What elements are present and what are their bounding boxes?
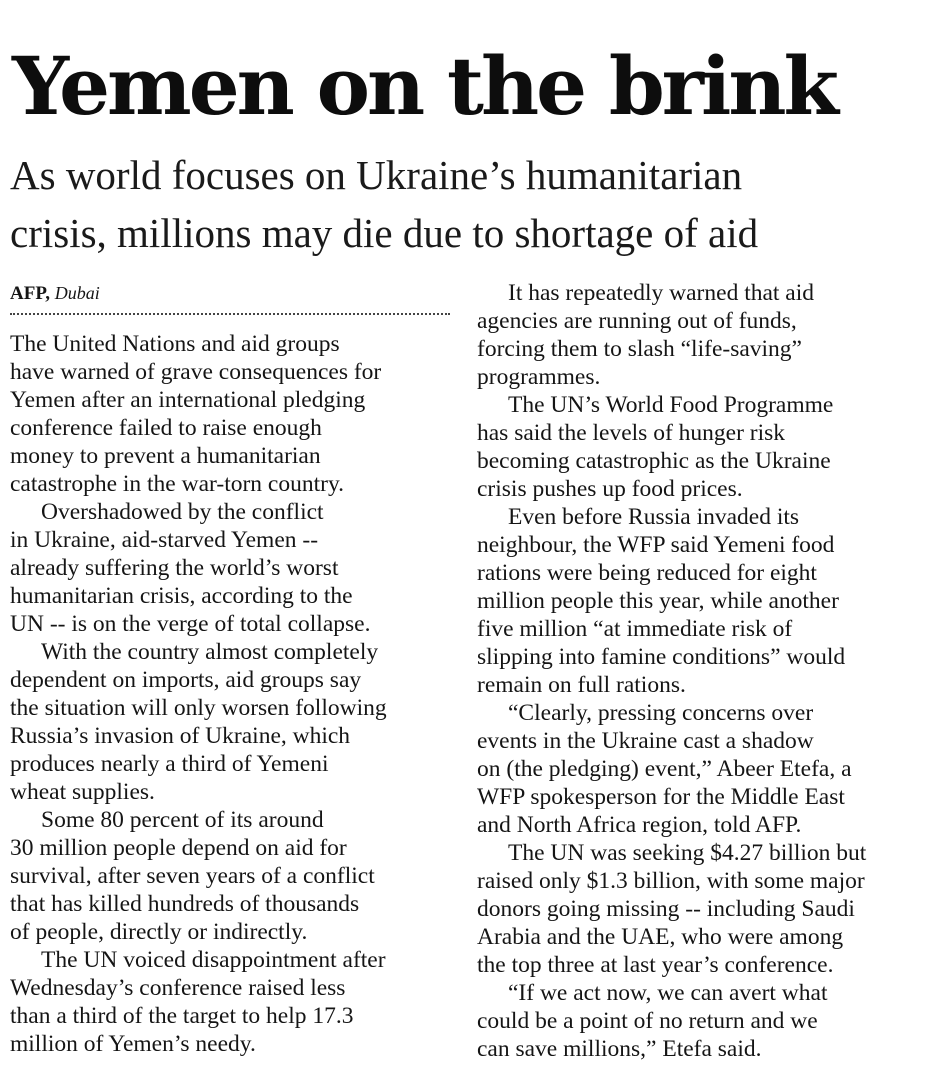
body-text-line: could be a point of no return and we (477, 1008, 818, 1034)
body-text-line: slipping into famine conditions” would (477, 644, 846, 670)
body-text-line: money to prevent a humanitarian (10, 443, 321, 469)
left-column-body (10, 330, 455, 1058)
body-text-line: events in the Ukraine cast a shadow (477, 728, 814, 754)
body-text-line: Overshadowed by the conflict (41, 499, 324, 525)
body-text-line: “If we act now, we can avert what (508, 980, 828, 1006)
body-text-line: survival, after seven years of a conflict (10, 863, 375, 889)
body-text-line: agencies are running out of funds, (477, 308, 797, 334)
byline-divider (10, 313, 450, 315)
body-text-line: of people, directly or indirectly. (10, 919, 308, 945)
body-text-line: million of Yemen’s needy. (10, 1031, 256, 1057)
body-text-line: Even before Russia invaded its (508, 504, 800, 530)
body-text-line: five million “at immediate risk of (477, 616, 793, 642)
body-text-line: humanitarian crisis, according to the (10, 583, 353, 609)
body-text-line: has said the levels of hunger risk (477, 420, 786, 446)
body-text-line: programmes. (477, 364, 601, 390)
byline-location: Dubai (54, 283, 100, 303)
right-column-body (477, 279, 922, 1063)
body-text-line: It has repeatedly warned that aid (508, 280, 815, 306)
body-text-line: rations were being reduced for eight (477, 560, 817, 586)
body-text-line: wheat supplies. (10, 779, 155, 805)
body-text-line: With the country almost completely (41, 639, 379, 665)
body-text-line: becoming catastrophic as the Ukraine (477, 448, 831, 474)
byline-agency: AFP, (10, 283, 50, 304)
body-text-line: donors going missing -- including Saudi (477, 896, 855, 922)
left-column (10, 279, 455, 1058)
body-text-line: forcing them to slash “life-saving” (477, 336, 802, 362)
body-text-line: Arabia and the UAE, who were among (477, 924, 844, 950)
body-text-line: remain on full rations. (477, 672, 686, 698)
body-text-line: UN -- is on the verge of total collapse. (10, 611, 371, 637)
body-text-line: The UN’s World Food Programme (508, 392, 834, 418)
subheadline-line: As world focuses on Ukraine’s humanitarian (10, 152, 743, 198)
body-text-line: “Clearly, pressing concerns over (508, 700, 814, 726)
body-text-line: crisis pushes up food prices. (477, 476, 743, 502)
body-text-line: on (the pledging) event,” Abeer Etefa, a (477, 756, 852, 782)
right-column (477, 279, 922, 1063)
body-text-line: Wednesday’s conference raised less (10, 975, 346, 1001)
body-text-line: than a third of the target to help 17.3 (10, 1003, 354, 1029)
body-text-line: Yemen after an international pledging (10, 387, 366, 413)
body-text-line: WFP spokesperson for the Middle East (477, 784, 845, 810)
body-text-line: in Ukraine, aid-starved Yemen -- (10, 527, 319, 553)
body-text-line: Russia’s invasion of Ukraine, which (10, 723, 351, 749)
body-text-line: the top three at last year’s conference. (477, 952, 834, 978)
body-text-line: raised only $1.3 billion, with some major (477, 868, 865, 894)
body-text-line: The UN was seeking $4.27 billion but (508, 840, 867, 866)
body-text-line: million people this year, while another (477, 588, 839, 614)
body-text-line: The UN voiced disappointment after (41, 947, 386, 973)
body-text-line: conference failed to raise enough (10, 415, 322, 441)
body-text-line: already suffering the world’s worst (10, 555, 339, 581)
subheadline (10, 146, 758, 262)
body-text-line: have warned of grave consequences for (10, 359, 382, 385)
body-text-line: produces nearly a third of Yemeni (10, 751, 329, 777)
body-text-line: the situation will only worsen following (10, 695, 387, 721)
body-text-line: dependent on imports, aid groups say (10, 667, 362, 693)
body-text-line: neighbour, the WFP said Yemeni food (477, 532, 835, 558)
byline (10, 279, 455, 307)
body-text-line: catastrophe in the war-torn country. (10, 471, 345, 497)
subheadline-line: crisis, millions may die due to shortage of aid (10, 210, 759, 256)
body-text-line: that has killed hundreds of thousands (10, 891, 360, 917)
body-text-line: 30 million people depend on aid for (10, 835, 347, 861)
body-text-line: can save millions,” Etefa said. (477, 1036, 762, 1062)
body-text-line: and North Africa region, told AFP. (477, 812, 802, 838)
body-text-line: The United Nations and aid groups (10, 331, 340, 357)
body-text-line: Some 80 percent of its around (41, 807, 324, 833)
headline: Yemen on the brink (12, 39, 836, 133)
